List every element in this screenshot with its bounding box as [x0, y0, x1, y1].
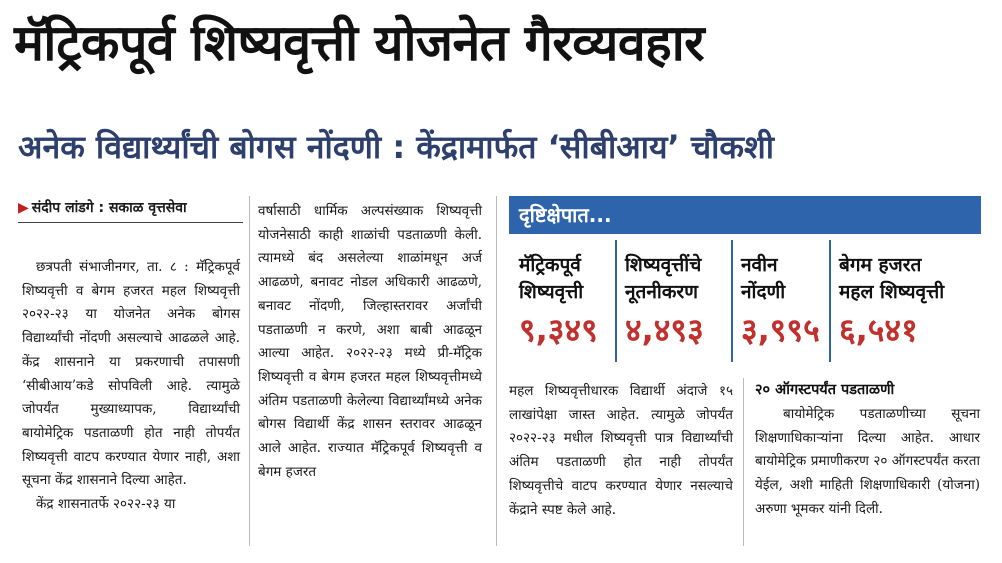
stat-label: नवीन [741, 254, 778, 276]
column2-text: वर्षासाठी धार्मिक अल्पसंख्याक शिष्यवृत्ती योजनेसाठी काही शाळांची पडताळणी केली. त्यामध्ये बंद असलेल्या शाळांमधून अर्ज आढळणे, बनावट नोडल अधिकारी आढळणे, बनावट नोंदणी, जिल्हास्तरावर अर्जांची पडताळणी न करणे, अशा बाबी आढळून आल्या आहेत. २०२२-२३ मध्ये प्री-मॅट्रिक शिष्यवृत्ती व बेगम हजरत महल शिष्यवृत्तीमध्ये अंतिम पडताळणी केलेल्या विद्यार्थ्यांमध्ये अनेक बोगस विद्यार्थी केंद्र शासन स्तरावर आढळून आले आहेत. राज्यात मॅट्रिकपूर्व शिष्यवृत्ती व बेगम हजरत [258, 203, 482, 480]
article-column-2 [258, 200, 482, 484]
stat-label: नूतनीकरण [625, 281, 698, 303]
stat-prematric [509, 240, 615, 362]
stat-value: ६,५४१ [839, 311, 918, 349]
article-column-1 [22, 256, 240, 517]
column1-paragraph-1: छत्रपती संभाजीनगर, ता. ८ : मॅट्रिकपूर्व शिष्यवृत्ती व बेगम हजरत महल शिष्यवृत्ती २०२२-२३ या योजनेत अनेक बोगस विद्यार्थ्यांची नोंदणी असल्याचे आढळले आहे. केंद्र शासनाने या प्रकरणाची तपासणी ‘सीबीआय’कडे सोपविली आहे. त्यामुळे जोपर्यंत मुख्याध्यापक, विद्यार्थ्यांची बायोमेट्रिक पडताळणी होत नाही तोपर्यंत शिष्यवृत्ती वाटप करण्यात येणार नाही, अशा सूचना केंद्र शासनाने दिल्या आहेत. [22, 259, 240, 489]
stat-label: मॅट्रिकपूर्व [519, 254, 581, 276]
stat-label: शिष्यवृत्तींचे [625, 254, 702, 276]
byline [18, 196, 243, 223]
stat-label: महल शिष्यवृत्ती [839, 281, 945, 303]
stat-label: बेगम हजरत [839, 254, 922, 276]
stat-begum-hazrat [829, 240, 981, 362]
column-divider [496, 196, 497, 546]
at-a-glance-stats [509, 240, 981, 362]
stat-new-registration [731, 240, 829, 362]
stat-value: ३,९९५ [741, 311, 820, 349]
stat-value: ४,४९३ [625, 311, 704, 349]
column1-paragraph-2: केंद्र शासनातर्फे २०२२-२३ या [36, 496, 176, 513]
article-column-4 [755, 403, 980, 522]
column-divider [249, 196, 250, 546]
byline-text: संदीप लांडगे : सकाळ वृत्तसेवा [31, 200, 187, 216]
subheadline: अनेक विद्यार्थ्यांची बोगस नोंदणी : केंद्रामार्फत ‘सीबीआय’ चौकशी [18, 128, 775, 166]
headline: मॅट्रिकपूर्व शिष्यवृत्ती योजनेत गैरव्यवहार [14, 14, 705, 72]
column-divider [743, 378, 744, 546]
at-a-glance-header: दृष्टिक्षेपात... [509, 196, 981, 234]
column4-text: बायोमेट्रिक पडताळणीच्या सूचना शिक्षणाधिकाऱ्यांना दिल्या आहेत. आधार बायोमेट्रिक प्रमाणीकरण २० ऑगस्टपर्यंत करता येईल, अशी माहिती शिक्षणाधिकारी (योजना) अरुणा भूमकर यांनी दिली. [755, 406, 980, 517]
stat-value: ९,३४९ [519, 311, 598, 349]
stat-label: नोंदणी [741, 281, 786, 303]
byline-arrow-icon: ▶ [18, 200, 29, 216]
column4-title: २० ऑगस्टपर्यंत पडताळणी [755, 382, 895, 398]
column3-text: महल शिष्यवृत्तीधारक विद्यार्थी अंदाजे १५ लाखांपेक्षा जास्त आहेत. त्यामुळे जोपर्यंत २०२२-२३ मधील शिष्यवृत्ती पात्र विद्यार्थ्यांची अंतिम पडताळणी होत नाही तोपर्यंत शिष्यवृत्तीचे वाटप करण्यात येणार नसल्याचे केंद्राने स्पष्ट केले आहे. [509, 383, 733, 518]
article-column-3 [509, 380, 733, 522]
stat-renewal [615, 240, 731, 362]
stat-label: शिष्यवृत्ती [519, 281, 584, 303]
